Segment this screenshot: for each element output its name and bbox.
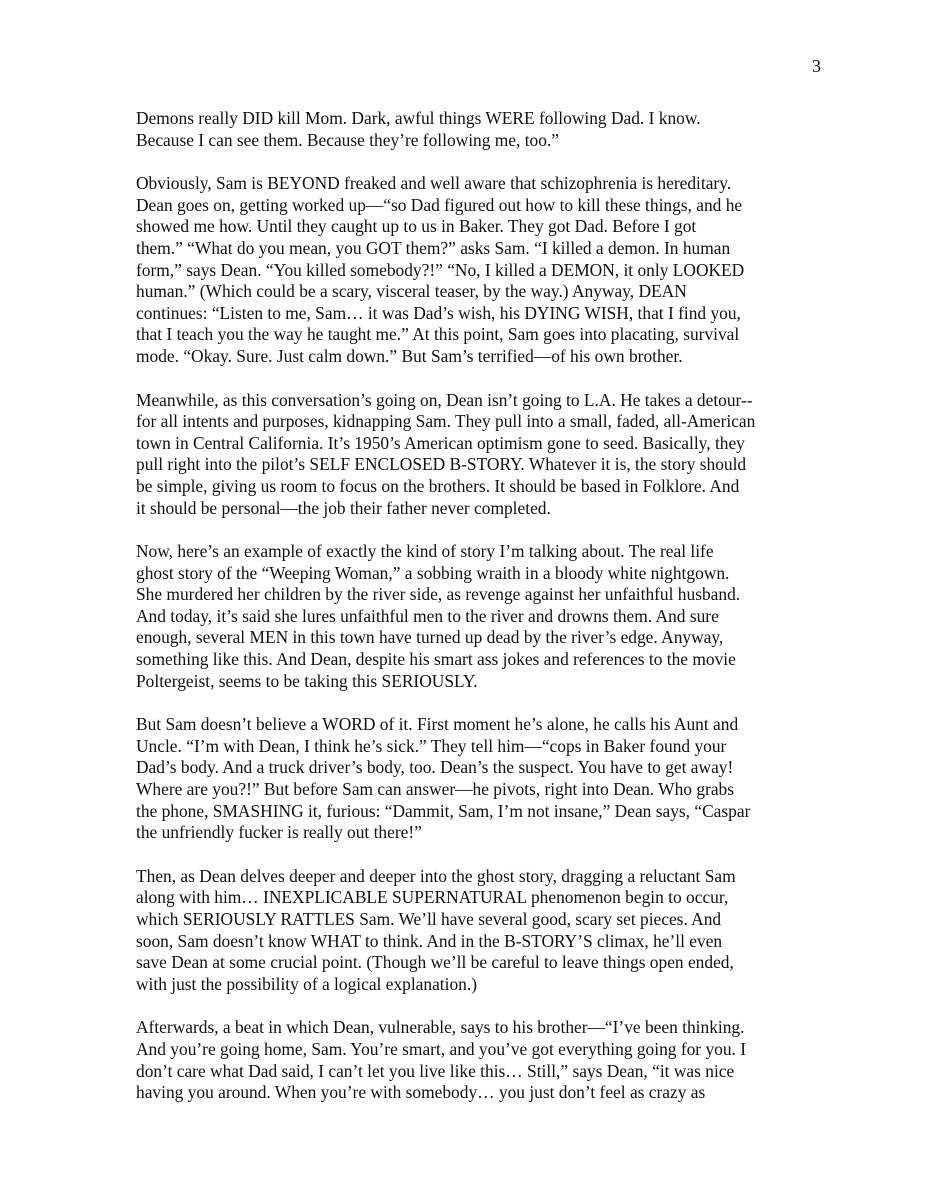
paragraph bbox=[136, 714, 804, 844]
text-line: soon, Sam doesn’t know WHAT to think. And in the B-STORY’S climax, he’ll even bbox=[136, 930, 723, 951]
text-line: it should be personal—the job their father never completed. bbox=[136, 497, 551, 518]
text-line: something like this. And Dean, despite his smart ass jokes and references to the movie bbox=[136, 649, 736, 670]
text-line: But Sam doesn’t believe a WORD of it. First moment he’s alone, he calls his Aunt and bbox=[136, 714, 739, 735]
text-line: with just the possibility of a logical explanation.) bbox=[136, 973, 477, 994]
text-line: continues: “Listen to me, Sam… it was Dad’s wish, his DYING WISH, that I find you, bbox=[136, 302, 741, 323]
text-line: Dean goes on, getting worked up—“so Dad figured out how to kill these things, and he bbox=[136, 194, 743, 215]
text-line: human.” (Which could be a scary, visceral teaser, by the way.) Anyway, DEAN bbox=[136, 281, 687, 302]
paragraph bbox=[136, 108, 804, 151]
body-text bbox=[136, 108, 804, 1126]
text-line: Now, here’s an example of exactly the kind of story I’m talking about. The real life bbox=[136, 541, 714, 562]
paragraph bbox=[136, 866, 804, 996]
text-line: for all intents and purposes, kidnapping Sam. They pull into a small, faded, all-American bbox=[136, 411, 756, 432]
text-line: along with him… INEXPLICABLE SUPERNATURAL phenomenon begin to occur, bbox=[136, 887, 729, 908]
text-line: having you around. When you’re with somebody… you just don’t feel as crazy as bbox=[136, 1082, 706, 1103]
text-line: form,” says Dean. “You killed somebody?!” “No, I killed a DEMON, it only LOOKED bbox=[136, 259, 745, 280]
text-line: showed me how. Until they caught up to us in Baker. They got Dad. Before I got bbox=[136, 216, 697, 237]
paragraph bbox=[136, 1017, 804, 1103]
text-line: Uncle. “I’m with Dean, I think he’s sick.” They tell him—“cops in Baker found your bbox=[136, 735, 727, 756]
text-line: Because I can see them. Because they’re following me, too.” bbox=[136, 129, 560, 150]
text-line: Dad’s body. And a truck driver’s body, too. Dean’s the suspect. You have to get away! bbox=[136, 757, 734, 778]
text-line: And today, it’s said she lures unfaithful men to the river and drowns them. And sure bbox=[136, 605, 719, 626]
text-line: Obviously, Sam is BEYOND freaked and well aware that schizophrenia is hereditary. bbox=[136, 173, 732, 194]
page-number: 3 bbox=[812, 56, 821, 76]
text-line: mode. “Okay. Sure. Just calm down.” But Sam’s terrified—of his own brother. bbox=[136, 345, 683, 366]
text-line: the phone, SMASHING it, furious: “Dammit, Sam, I’m not insane,” Dean says, “Caspar bbox=[136, 800, 751, 821]
text-line: save Dean at some crucial point. (Though we’ll be careful to leave things open ended, bbox=[136, 952, 734, 973]
text-line: Meanwhile, as this conversation’s going on, Dean isn’t going to L.A. He takes a detour-- bbox=[136, 389, 753, 410]
text-line: ghost story of the “Weeping Woman,” a sobbing wraith in a bloody white nightgown. bbox=[136, 562, 730, 583]
text-line: town in Central California. It’s 1950’s American optimism gone to seed. Basically, they bbox=[136, 432, 745, 453]
text-line: be simple, giving us room to focus on the brothers. It should be based in Folklore. And bbox=[136, 475, 740, 496]
text-line: Then, as Dean delves deeper and deeper into the ghost story, dragging a reluctant Sam bbox=[136, 865, 736, 886]
paragraph bbox=[136, 541, 804, 692]
paragraph bbox=[136, 173, 804, 367]
text-line: Demons really DID kill Mom. Dark, awful things WERE following Dad. I know. bbox=[136, 108, 701, 128]
paragraph bbox=[136, 390, 804, 520]
text-line: the unfriendly fucker is really out there!” bbox=[136, 822, 422, 843]
text-line: Where are you?!” But before Sam can answer—he pivots, right into Dean. Who grabs bbox=[136, 779, 735, 800]
text-line: which SERIOUSLY RATTLES Sam. We’ll have several good, scary set pieces. And bbox=[136, 909, 722, 929]
text-line: don’t care what Dad said, I can’t let you live like this… Still,” says Dean, “it was nice bbox=[136, 1060, 735, 1081]
text-line: that I teach you the way he taught me.” At this point, Sam goes into placating, survival bbox=[136, 324, 740, 345]
text-line: them.” “What do you mean, you GOT them?” asks Sam. “I killed a demon. In human bbox=[136, 237, 731, 258]
text-line: She murdered her children by the river side, as revenge against her unfaithful husband. bbox=[136, 584, 741, 605]
text-line: enough, several MEN in this town have turned up dead by the river’s edge. Anyway, bbox=[136, 627, 724, 648]
text-line: Afterwards, a beat in which Dean, vulnerable, says to his brother—“I’ve been thinking. bbox=[136, 1017, 745, 1038]
text-line: Poltergeist, seems to be taking this SERIOUSLY. bbox=[136, 670, 478, 691]
text-line: pull right into the pilot’s SELF ENCLOSED B-STORY. Whatever it is, the story should bbox=[136, 454, 747, 475]
text-line: And you’re going home, Sam. You’re smart, and you’ve got everything going for you. I bbox=[136, 1038, 747, 1059]
